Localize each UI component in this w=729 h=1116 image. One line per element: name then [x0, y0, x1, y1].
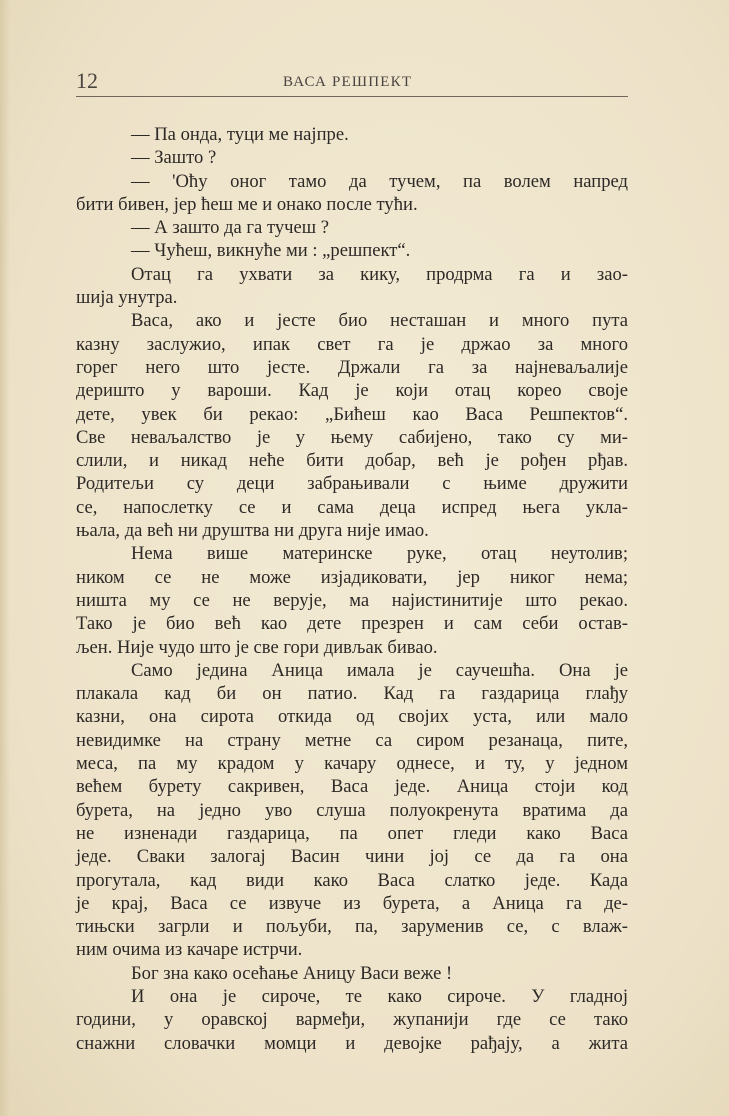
text-line: плакала кад би он патио. Кад га газдарица глађу — [76, 683, 628, 705]
text-line: шија унутра. — [76, 287, 178, 309]
text-line: Отац га ухвати за кику, продрма га и зао- — [131, 263, 628, 285]
text-line: години, у оравској вармеђи, жупанији где се тако — [76, 1009, 628, 1031]
text-line: ним очима из качаре истрчи. — [76, 939, 303, 961]
text-line: Бог зна како осећање Аницу Васи веже ! — [131, 962, 453, 984]
text-line: бурета, на једно уво слуша полуокренута вратима да — [76, 799, 628, 821]
text-line: Нема више материнске руке, отац неутолив; — [131, 543, 628, 565]
text-line: прогутала, кад види како Васа слатко једе. Када — [76, 869, 628, 891]
page-number: 12 — [76, 68, 98, 93]
text-line: ништа му се не верује, ма најистинитије што рекао. — [76, 589, 628, 611]
body-text — [76, 123, 628, 1055]
page-edge-shadow — [0, 0, 10, 1116]
text-line: дете, увек би рекао: „Бићеш као Васа Решпектов“. — [76, 403, 628, 425]
text-line: — Чућеш, викнуће ми : „решпект“. — [131, 240, 411, 262]
text-line: једе. Сваки залогај Васин чини јој се да га она — [76, 846, 628, 868]
text-line: тињски загрли и пољуби, па, заруменив се, с влаж- — [76, 916, 628, 938]
text-line: казни, она сирота откида од својих уста, или мало — [76, 706, 628, 728]
text-line: — А зашто да га тучеш ? — [131, 217, 329, 239]
text-line: невидимке на страну метне са сиром резанаца, пите, — [76, 729, 628, 751]
page-header — [76, 68, 628, 97]
text-line: горег него што јесте. Држали га за најневаљалије — [76, 356, 628, 378]
running-title: ВАСА РЕШПЕКТ — [283, 74, 413, 90]
text-line: љен. Није чудо што је све гори дивљак бивао. — [76, 636, 438, 658]
text-line: је крај, Васа се извуче из бурета, а Аница га де- — [76, 892, 628, 914]
text-line: Само једина Аница имала је саучешћа. Она је — [131, 659, 628, 681]
text-line: Све неваљалство је у њему сабијено, тако су ми- — [76, 426, 628, 448]
text-line: Васа, ако и јесте био несташан и много пута — [131, 310, 628, 332]
text-line: слили, и никад неће бити добар, већ је рођен рђав. — [76, 450, 628, 472]
text-line: снажни словачки момци и девојке рађају, а жита — [76, 1032, 628, 1054]
text-line: — Па онда, туци ме најпре. — [131, 124, 349, 145]
text-line: — Зашто ? — [131, 147, 217, 169]
text-line: ником се не може изјадиковати, јер никог нема; — [76, 566, 628, 588]
text-line: већем бурету сакривен, Васа једе. Аница стоји код — [76, 776, 628, 798]
text-line: И она је сироче, те како сироче. У гладној — [131, 985, 628, 1007]
text-line: меса, па му крадом у качару однесе, и ту, у једном — [76, 753, 628, 775]
text-line: — 'Оћу оног тамо да тучем, па волем напред — [131, 170, 628, 192]
text-line: не изненади газдарица, па опет гледи како Васа — [76, 822, 628, 844]
text-line: се, напослетку се и сама деца испред њега укла- — [76, 496, 628, 518]
text-line: деришто у вароши. Кад је који отац корео своје — [76, 380, 628, 402]
text-line: Тако је био већ као дете презрен и сам себи остав- — [76, 613, 628, 635]
text-line: Родитељи су деци забрањивали с њиме дружити — [76, 473, 628, 495]
text-line: казну заслужио, ипак свет га је држао за много — [76, 333, 628, 355]
text-line: бити бивен, јер ћеш ме и онако после тући. — [76, 193, 418, 215]
text-line: њала, да већ ни друштва ни друга није имао. — [76, 520, 429, 542]
